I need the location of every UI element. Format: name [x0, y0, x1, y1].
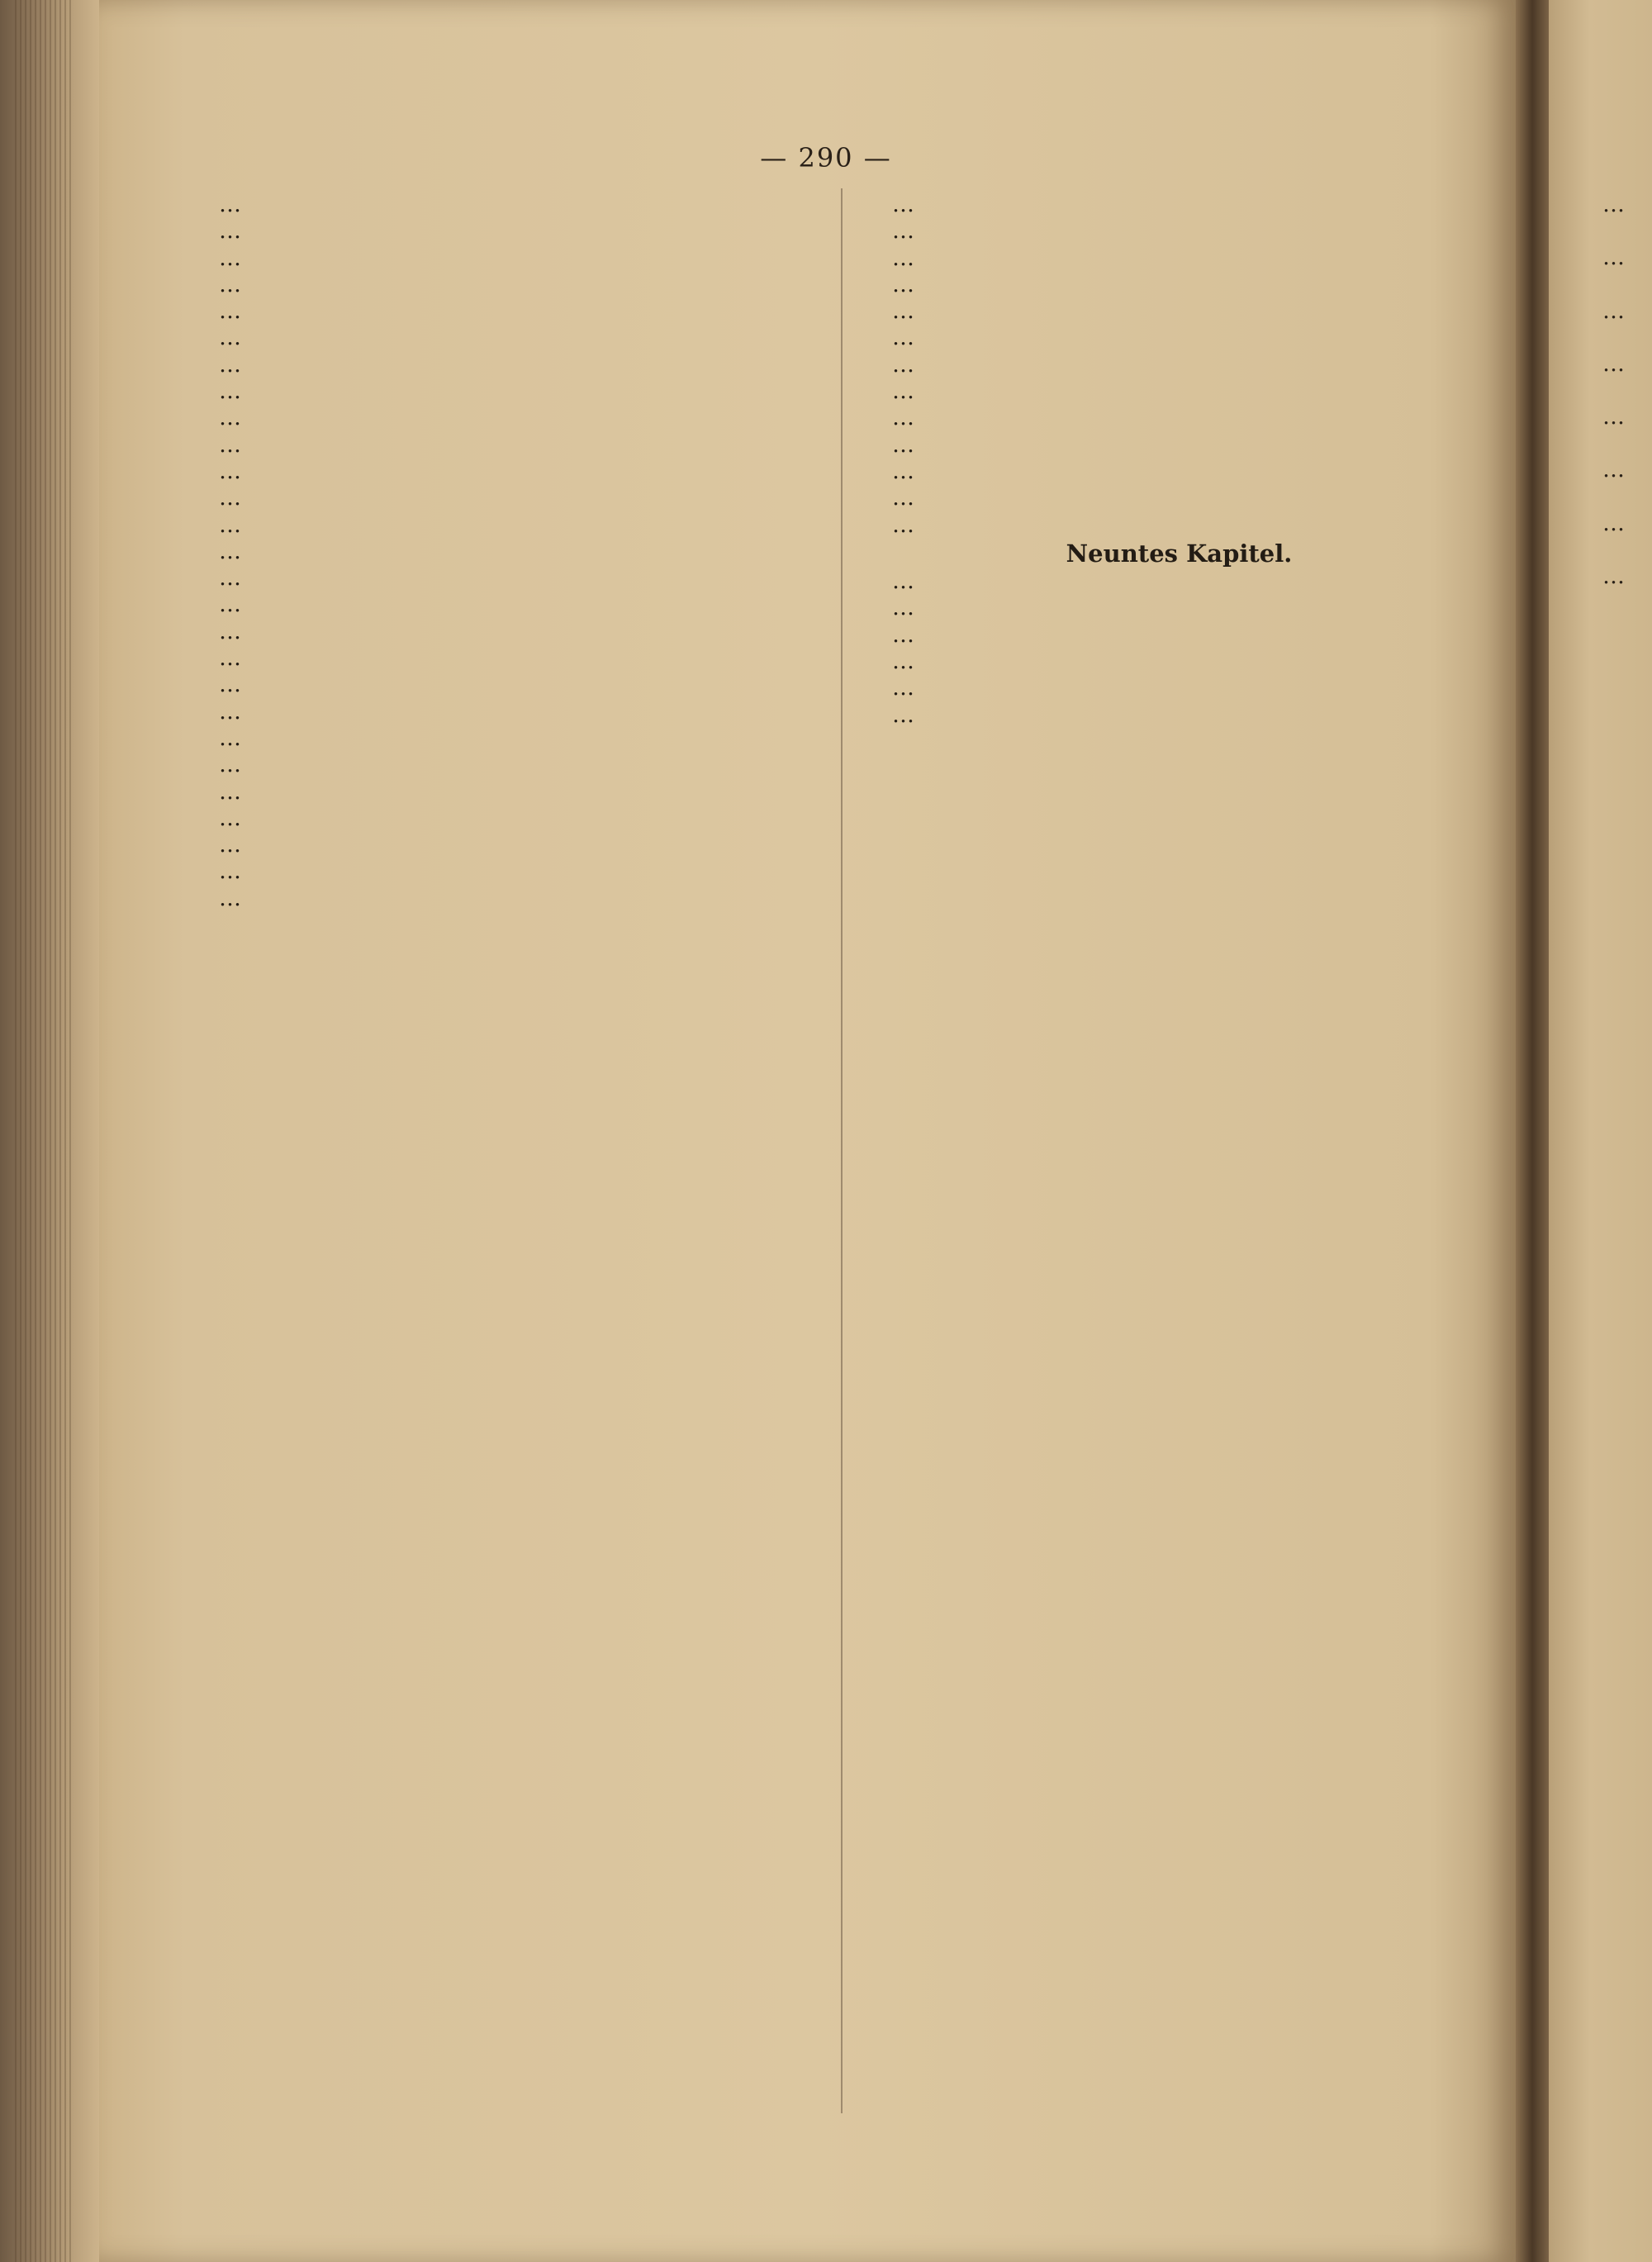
paragraph: … — [219, 218, 241, 245]
paragraph: … — [892, 218, 914, 245]
paragraph: … — [892, 325, 914, 351]
paragraph: … — [219, 485, 241, 511]
book-gutter — [1516, 0, 1549, 2262]
paragraph: … — [219, 645, 241, 672]
paragraph: … — [219, 698, 241, 725]
next-page-fragment: … — [1602, 510, 1625, 536]
paragraph: … — [892, 271, 914, 297]
paragraph: … — [892, 431, 914, 458]
paragraph: … — [219, 672, 241, 698]
paragraph: … — [219, 618, 241, 644]
paragraph: … — [219, 298, 241, 325]
paragraph: … — [219, 325, 241, 351]
next-page-fragment: … — [1602, 404, 1625, 430]
paragraph: … — [219, 351, 241, 378]
paragraph: … — [219, 511, 241, 538]
text-column-right — [851, 192, 1507, 729]
book-edge-left — [0, 0, 99, 2262]
paragraph: … — [892, 405, 914, 431]
paragraph: … — [219, 725, 241, 751]
paragraph: … — [219, 858, 241, 885]
next-page-fragment: … — [1602, 457, 1625, 483]
paragraph: … — [892, 458, 914, 484]
next-page-fragment: … — [1602, 350, 1625, 377]
column-divider — [841, 188, 843, 2113]
paragraph: … — [219, 405, 241, 431]
paragraph: … — [892, 701, 914, 728]
page-number: — 290 — — [760, 142, 892, 173]
paragraph: … — [892, 485, 914, 511]
text-column-left — [178, 192, 830, 912]
paragraph: … — [219, 245, 241, 271]
paragraph: … — [219, 271, 241, 297]
paragraph: … — [892, 568, 914, 595]
paragraph: … — [219, 885, 241, 911]
paragraph: … — [892, 245, 914, 271]
paragraph: … — [219, 431, 241, 458]
paragraph: … — [892, 351, 914, 378]
paragraph: … — [219, 565, 241, 592]
next-page-text-fragments — [1602, 192, 1648, 616]
paragraph: … — [892, 192, 914, 217]
paragraph: … — [892, 511, 914, 538]
paragraph: … — [892, 595, 914, 621]
next-page-fragment: … — [1602, 192, 1625, 217]
paragraph: … — [219, 752, 241, 778]
paragraph: … — [219, 538, 241, 564]
paragraph: … — [892, 621, 914, 648]
next-page-fragment: … — [1602, 297, 1625, 324]
paragraph: … — [892, 298, 914, 325]
paragraph: … — [219, 805, 241, 831]
paragraph: … — [219, 192, 241, 217]
paragraph: … — [219, 458, 241, 484]
next-page-fragment: … — [1602, 245, 1625, 271]
paragraph: … — [219, 592, 241, 618]
paragraph: … — [892, 649, 914, 675]
chapter-heading: Neuntes Kapitel. — [1066, 539, 1293, 568]
paragraph: … — [892, 675, 914, 701]
paragraph: … — [219, 778, 241, 805]
paragraph: … — [219, 378, 241, 405]
next-page-fragment: … — [1602, 563, 1625, 590]
paragraph: … — [892, 378, 914, 405]
paragraph: … — [219, 832, 241, 858]
